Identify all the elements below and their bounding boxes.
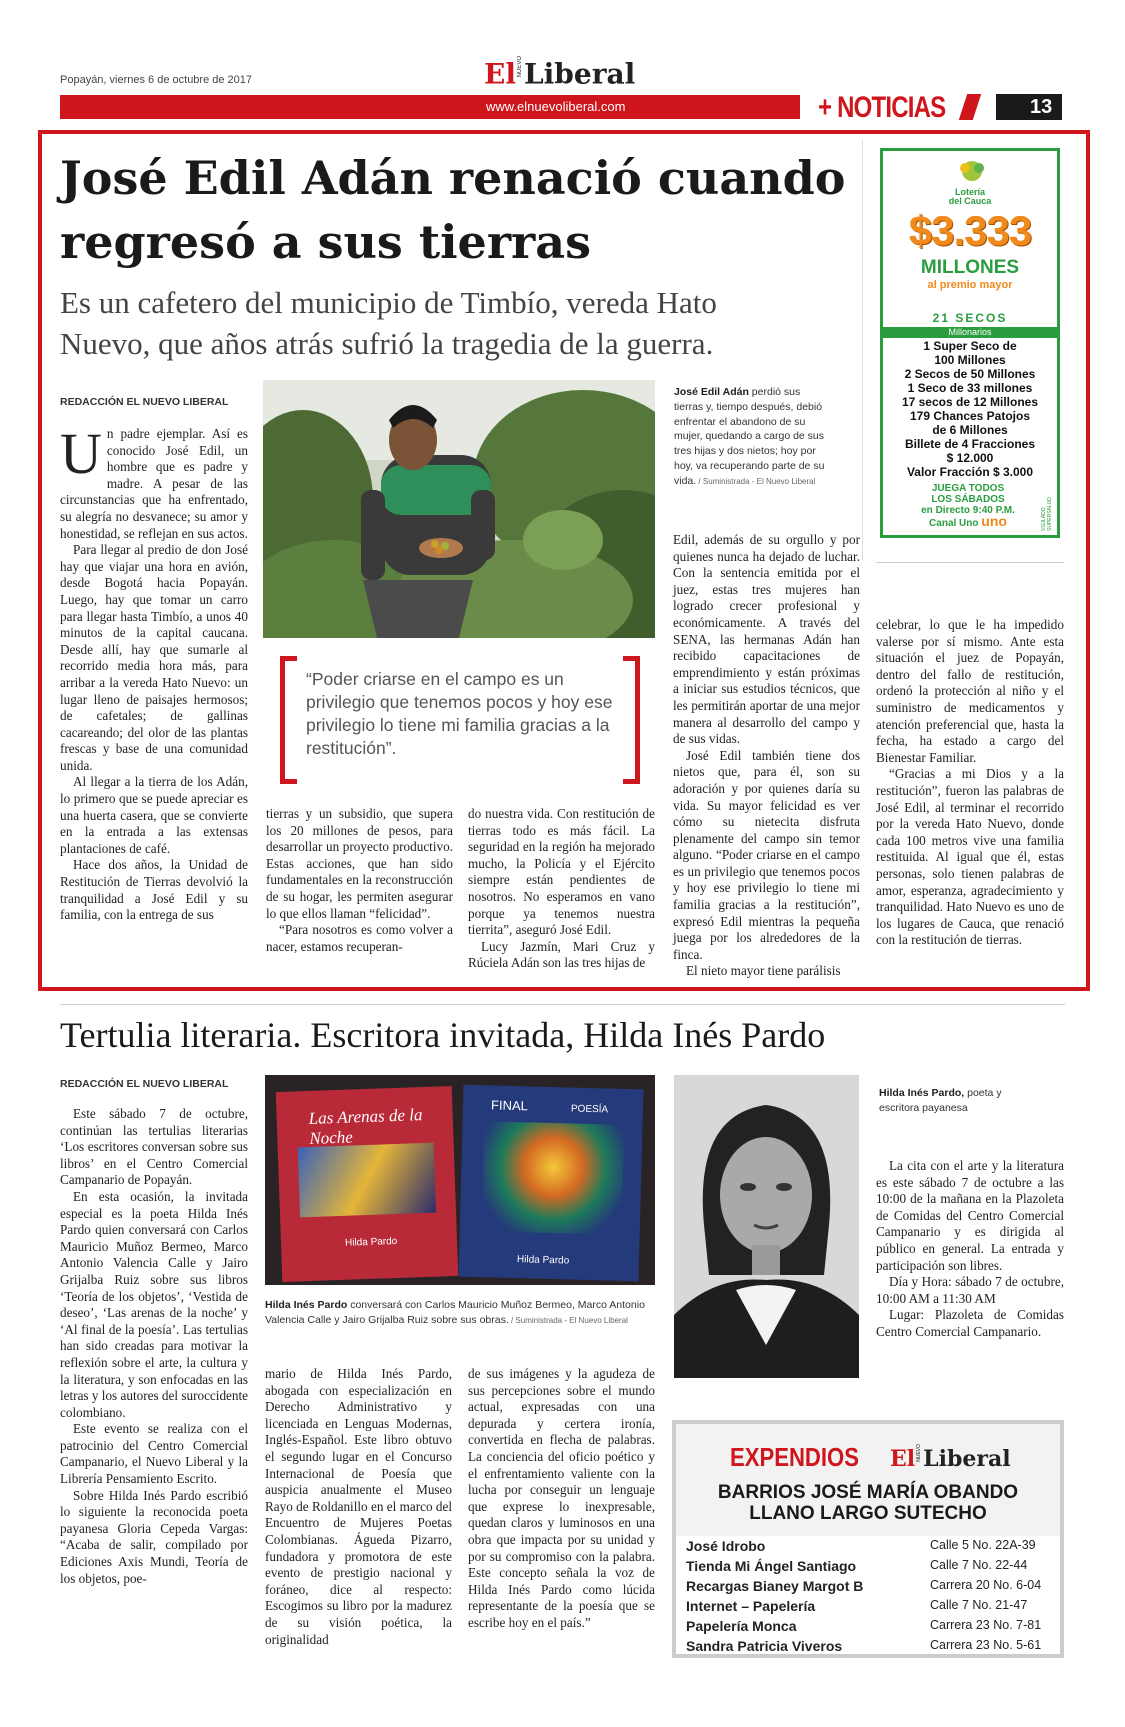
article-2-byline: REDACCIÓN EL NUEVO LIBERAL [60, 1078, 229, 1090]
book-right-title-a: FINAL [490, 1097, 529, 1114]
dateline: Popayán, viernes 6 de octubre de 2017 [60, 74, 253, 86]
expendios-subtitle-line1: BARRIOS JOSÉ MARÍA OBANDO [717, 1482, 1019, 1503]
caption-bold: José Edil Adán [674, 386, 749, 398]
expendios-title: EXPENDIOS [730, 1442, 859, 1472]
paragraph: do nuestra vida. Con restitución de tierras todo es más fácil. La seguridad en la región ha mejorado mucho, la Policía y el Ejército siempre están pendientes de nosotros. No esperamos en vano porque ya tenemos nuestra tierrita”, aseguró José Edil. [468, 806, 655, 938]
lottery-secos-title: 21 SECOS [932, 311, 1008, 325]
expendios-box [672, 1420, 1064, 1658]
play-line: Canal Uno [929, 518, 979, 529]
logo-nuevo: NUEVO [516, 56, 523, 78]
lottery-brand-bottom: del Cauca [948, 196, 992, 206]
lottery-line: 100 Millones [934, 353, 1006, 367]
expendios-row [686, 1578, 1050, 1598]
farmer-photo-caption [674, 385, 832, 490]
play-line: en Directo 9:40 P.M. [921, 505, 1015, 516]
paragraph: “Para nosotros es como volver a nacer, estamos recuperan- [266, 922, 453, 954]
article-1-title [60, 146, 860, 274]
article-1-column-2 [266, 806, 453, 955]
caption-text: poeta y escritora payanesa [879, 1087, 1002, 1114]
article-2-column-2 [265, 1366, 452, 1648]
lottery-secos-sub: Millonarios [883, 327, 1057, 338]
book-left-cover [276, 1086, 459, 1282]
lottery-line: 1 Super Seco de [923, 339, 1017, 353]
vendor-name: Papelería Monca [686, 1618, 797, 1634]
article-1-column-3 [468, 806, 655, 972]
website-link[interactable]: www.elnuevoliberal.com [486, 99, 626, 114]
paragraph: Lucy Jazmín, Mari Cruz y Rúciela Adán son las tres hijas de [468, 938, 655, 971]
paragraph: n padre ejemplar. Así es conocido José Edil, un hombre que es padre y madre. A pesar de las circunstancias que ha enfrentado, su alegría no desvanece; su amor y honestidad, se reflejan en sus actos. [60, 426, 248, 541]
lottery-line: 179 Chances Patojos [909, 409, 1031, 423]
book-right-cover [459, 1085, 644, 1282]
paragraph: Al llegar a la tierra de los Adán, lo primero que se puede apreciar es una huerta casera, que se convierte en la entrada a las extensas plantaciones de café. [60, 774, 248, 856]
vendor-address: Calle 7 No. 21-47 [930, 1598, 1028, 1612]
pull-quote-box [280, 656, 640, 778]
masthead-logo [484, 56, 635, 92]
lottery-ad[interactable] [880, 148, 1060, 538]
vendor-name: Tienda Mi Ángel Santiago [686, 1558, 857, 1574]
section-label: + NOTICIAS [818, 91, 946, 124]
lottery-brand-top: Lotería [954, 187, 985, 197]
paragraph: Para llegar al predio de don José hay que viajar una hora en avión, desde Bogotá hacia Popayán. Luego, hay que tomar un carro para llegar hasta Timbío, a unos 40 minutos de la capital caucana. Desde allí, hay que sumarle al recorrido media hora más, para arribar a la vereda Hato Nuevo: un lugar lleno de paisajes hermosos; de cafetales; de gallinas cacareando; del olor de las plantas frescas y base de una comunidad unida. [60, 542, 248, 773]
pull-quote-text: “Poder criarse en el campo es un privilegio que tenemos pocos y hoy ese privilegio lo tiene mi familia gracias a la restitución”. [306, 669, 613, 758]
paragraph: Este evento se realiza con el patrocinio del Centro Comercial Campanario, el Nuevo Liberal y la Librería Pensamiento Escrito. [60, 1421, 248, 1487]
caption-text: perdió sus tierras y, tiempo después, debió enfrentar el abandono de su mujer, quedando a cargo de sus tres hijas y dos nietos; hoy por hoy, va recuperando parte de su vida. [674, 386, 825, 487]
article-1-column-1 [60, 421, 248, 924]
lottery-prize: $3.333 [908, 207, 1032, 254]
lottery-brand [883, 188, 1057, 206]
expendios-logo-nuevo: NUEVO [916, 1444, 923, 1462]
ad-divider [876, 562, 1064, 563]
expendios-row [686, 1618, 1050, 1638]
paragraph: Este sábado 7 de octubre, continúan las tertulias literarias ‘Los escritores conversan sobre sus libros’ en el Centro Comercial Campanario de Popayán. [60, 1106, 248, 1188]
paragraph: celebrar, lo que le ha impedido valerse por sí mismo. Ante esta situación el juez de Popayán, dentro del fallo de restitución, ordenó la protección al niño y el suministro de medicamentos y atención preferencial que, hasta la fecha, ha estado a cargo del Bienestar Familiar. [876, 617, 1064, 765]
article-1-byline: REDACCIÓN EL NUEVO LIBERAL [60, 396, 229, 408]
article-2-column-1 [60, 1106, 248, 1587]
expendios-logo-el: El [890, 1445, 916, 1472]
book-left-author: Hilda Pardo [344, 1235, 398, 1249]
paragraph: Día y Hora: sábado 7 de octubre, 10:00 AM a 11:30 AM [876, 1274, 1064, 1306]
vendor-name: José Idrobo [686, 1538, 766, 1554]
expendios-row [686, 1598, 1050, 1618]
article-1-title-line2: regresó a sus tierras [60, 215, 591, 269]
vigilado-label: VIGILADO SUPERSALUD [1041, 497, 1053, 531]
logo-el: El [484, 57, 516, 91]
play-line: LOS SÁBADOS [931, 494, 1005, 505]
paragraph: La cita con el arte y la literatura es este sábado 7 de octubre a las 10:00 de la mañana en la Plazoleta de Comidas del Centro Comercial Campanario y es dirigida al público en general. La entrada y participación son libres. [876, 1158, 1064, 1273]
quote-bracket-left [280, 656, 297, 784]
section-slash [959, 94, 981, 120]
article-1-subtitle [60, 282, 860, 364]
farmer-photo-illustration [263, 380, 655, 638]
portrait-caption [879, 1086, 1029, 1116]
article-2-column-4 [876, 1158, 1064, 1341]
books-photo-caption [265, 1298, 655, 1329]
title-divider [862, 140, 863, 560]
farmer-photo [263, 380, 655, 638]
lottery-play-info [893, 483, 1043, 529]
vendor-name: Sandra Patricia Viveros [686, 1638, 843, 1654]
paragraph: de sus imágenes y la agudeza de sus percepciones sobre el mundo actual, expresadas con una depurada y certera ironía, convertida en flecha de palabras. La conciencia del oficio poético y el enfrentamiento valiente con la lucha por conseguir un lenguaje que exprese lo inexpresable, quedan claros y luminosos en una obra que impacta por su unidad y por su compromiso con la palabra. Este concepto señala la voz de Hilda Inés Pardo como lúcida representante de la poesía que se escribe hoy en el país.” [468, 1366, 655, 1630]
lottery-line: 17 secos de 12 Millones [901, 395, 1039, 409]
photo-credit: / Suministrada - El Nuevo Liberal [696, 476, 816, 486]
paragraph: En esta ocasión, la invitada especial es la poeta Hilda Inés Pardo quien conversará con Carlos Mauricio Muñoz Bermeo, Marco Antonio Valencia Calle y Jairo Grijalba Ruiz sobre sus libros ‘Teoría de los objetos’, ‘Vestida de deseo’, ‘Las arenas de la noche’ y ‘Al final de la poesía’. Las tertulias han sido creadas para motivar la reflexión sobre el arte, la cultura y la literatura, y son enfocadas en las letras y los autores del suroccidente colombiano. [60, 1188, 248, 1420]
article-1-subtitle-line1: Es un cafetero del municipio de Timbío, vereda Hato [60, 285, 717, 320]
paragraph: El nieto mayor tiene parálisis [686, 963, 841, 979]
paragraph: Edil, además de su orgullo y por quienes nunca ha dejado de luchar. Con la sentencia emitida por el juez, estas tres mujeres han logrado crecer profesional y económicamente. A través del SENA, las hermanas Adán han recibido capacitaciones de emprendimiento y están próximas a iniciar sus estudios técnicos, que les permitirán aportar de una mejor manera al desarrollo del campo y de sus vidas. [673, 532, 860, 747]
photo-credit: / Suministrada - El Nuevo Liberal [508, 1315, 628, 1325]
paragraph: mario de Hilda Inés Pardo, abogada con especialización en Derecho Administrativo y licenciada en Lenguas Modernas, Inglés-Español. Este libro obtuvo el segundo lugar en el Concurso Internacional de Poesía que auspicia anualmente el Museo Rayo de Roldanillo en el marco del Encuentro de Mujeres Poetas Colombianas. Águeda Pizarro, fundadora y promotora de este evento de prestigio nacional y foráneo, dice al respecto: Escogimos su libro por la madurez de su visión poética, la originalidad [265, 1366, 452, 1647]
expendios-logo-liberal: Liberal [923, 1445, 1011, 1472]
quote-bracket-right [623, 656, 640, 784]
play-line: JUEGA TODOS [931, 483, 1005, 494]
article-1-title-line1: José Edil Adán renació cuando [60, 151, 846, 205]
caption-bold: Hilda Inés Pardo, [879, 1087, 965, 1099]
expendios-subtitle-line2: LLANO LARGO SUTECHO [749, 1503, 987, 1524]
vendor-address: Carrera 23 No. 5-61 [930, 1638, 1042, 1652]
books-photo [265, 1075, 655, 1285]
paragraph: Hace dos años, la Unidad de Restitución de Tierras devolvió la tranquilidad a José Edil y su familia, con la entrega de sus [60, 857, 248, 923]
vendor-address: Carrera 20 No. 6-04 [930, 1578, 1042, 1592]
paragraph: tierras y un subsidio, que supera los 20 millones de pesos, para desarrollar un proyecto productivo. Estas acciones, que han sido fundamentales en la reconstrucción de su hogar, les permiten asegurar lo que ellos llaman “felicidad”. [266, 806, 453, 921]
caption-bold: Hilda Inés Pardo [265, 1299, 348, 1311]
vendor-address: Calle 7 No. 22-44 [930, 1558, 1028, 1572]
expendios-row [686, 1638, 1050, 1658]
expendios-row [686, 1538, 1050, 1558]
expendios-row [686, 1558, 1050, 1578]
article-2-title: Tertulia literaria. Escritora invitada, Hilda Inés Pardo [60, 1015, 826, 1055]
lottery-line: Valor Fracción $ 3.000 [906, 465, 1034, 479]
vendor-address: Calle 5 No. 22A-39 [930, 1538, 1036, 1552]
vendor-name: Internet – Papelería [686, 1598, 816, 1614]
lottery-prize-sub: al premio mayor [927, 279, 1013, 291]
lottery-line: 2 Secos de 50 Millones [904, 367, 1036, 381]
paragraph: José Edil también tiene dos nietos que, para él, son su adoración y por quienes daría su vida. Su mayor felicidad es ver cómo su nietecita disfruta plenamente del campo sin temor alguno. “Poder criarse en el campo es un privilegio que tenemos pocos y hoy ese privilegio lo tiene mi familia gracias a la restitución”, expresó Edil mientras la pequeña juega por los alrededores de la finca. [673, 747, 860, 962]
article-1-column-5 [876, 617, 1064, 949]
lottery-prize-unit: MILLONES [920, 257, 1020, 278]
article-1-subtitle-line2: Nuevo, que años atrás sufrió la tragedia de la guerra. [60, 326, 714, 361]
header-red-bar [60, 95, 800, 119]
paragraph: Sobre Hilda Inés Pardo escribió lo siguiente la reconocida poeta payanesa Gloria Cepeda Vargas: “Acaba de salir, compilado por Ediciones Axis Mundi, Teoría de los objetos, poe- [60, 1487, 248, 1586]
dropcap: U [60, 421, 102, 486]
article-1-column-4 [673, 532, 860, 980]
vendor-address: Carrera 23 No. 7-81 [930, 1618, 1042, 1632]
lottery-line: 1 Seco de 33 millones [907, 381, 1033, 395]
channel-logo: uno [981, 513, 1007, 529]
lottery-line: $ 12.000 [946, 451, 994, 465]
page-number: 13 [1030, 96, 1053, 118]
article-2-column-3 [468, 1366, 655, 1632]
expendios-logo [890, 1444, 1011, 1472]
book-left-title: Las Arenas de la Noche [308, 1105, 423, 1148]
logo-liberal: Liberal [523, 57, 636, 91]
paragraph: Lugar: Plazoleta de Comidas Centro Comercial Campanario. [876, 1307, 1064, 1339]
caption-text: conversará con Carlos Mauricio Muñoz Bermeo, Marco Antonio Valencia Calle y Jairo Grijalba Ruiz sobre sus obras. [265, 1299, 645, 1326]
lottery-prize-list [883, 339, 1057, 479]
lottery-line: Billete de 4 Fracciones [904, 437, 1036, 451]
paragraph: “Gracias a mi Dios y a la restitución”, fueron las palabras de José Edil, al terminar el recorrido por la vereda Hato Nuevo, donde cada 100 metros vive una familia restituida. Al igual que él, estas personas, solo tienen palabras de amor, esperanza, agradecimiento y tranquilidad. Hato Nuevo es uno de los lugares de Cauca, que renació con la restitución de tierras. [876, 766, 1064, 948]
portrait-photo [674, 1075, 859, 1378]
book-left-art [298, 1143, 436, 1218]
book-right-title-b: POESÍA [570, 1103, 609, 1116]
section-divider [60, 1004, 1065, 1005]
book-right-art [482, 1121, 625, 1235]
expendios-subtitle [676, 1482, 1060, 1524]
book-right-author: Hilda Pardo [516, 1254, 570, 1267]
portrait-illustration [674, 1075, 859, 1378]
vendor-name: Recargas Bianey Margot B [686, 1578, 864, 1594]
lottery-line: de 6 Millones [932, 423, 1008, 437]
